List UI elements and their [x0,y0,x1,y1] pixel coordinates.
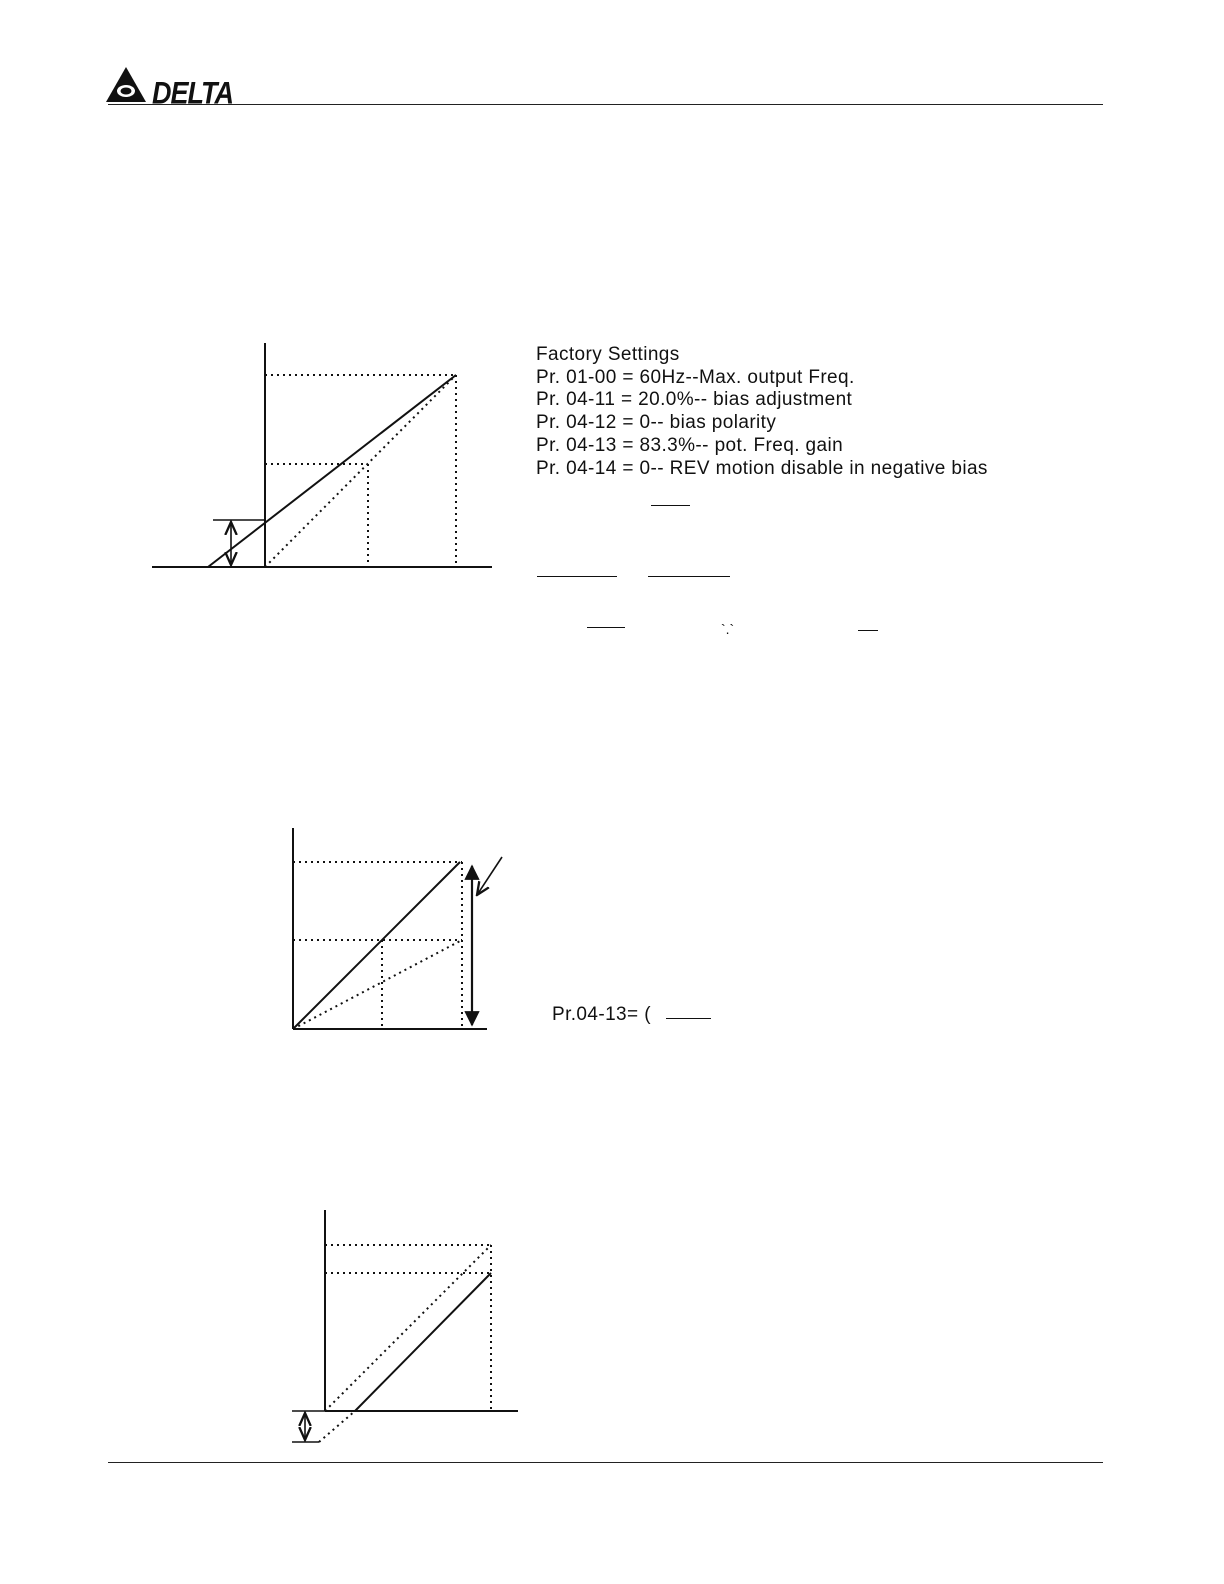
figure-3-negative-bias-diagram [292,1210,518,1442]
dotted-reference-line [265,375,456,567]
footer-rule [108,1462,1103,1463]
gain-formula-label: Pr.04-13= ( [552,1004,651,1025]
tick-mark: `.` [721,621,735,637]
biased-output-line [208,375,456,567]
pointer-arrow [477,857,502,895]
figure-1-bias-diagram [152,343,492,567]
biased-output-line [355,1273,491,1411]
setting-line: Pr. 04-14 = 0-- REV motion disable in negative bias [536,457,988,479]
output-line [293,862,460,1029]
factory-settings-title: Factory Settings [536,344,680,365]
setting-line: Pr. 04-13 = 83.3%-- pot. Freq. gain [536,434,844,456]
setting-line: Pr. 04-12 = 0-- bias polarity [536,412,777,434]
dotted-reduced-line [293,940,462,1029]
dotted-extension [319,1411,355,1442]
setting-line: Pr. 04-11 = 20.0%-- bias adjustment [536,389,853,411]
figure-2-gain-diagram [293,828,502,1029]
setting-line: Pr. 01-00 = 60Hz--Max. output Freq. [536,366,855,388]
dotted-reference-line [325,1245,491,1411]
brand-wordmark: DELTA [152,76,233,111]
